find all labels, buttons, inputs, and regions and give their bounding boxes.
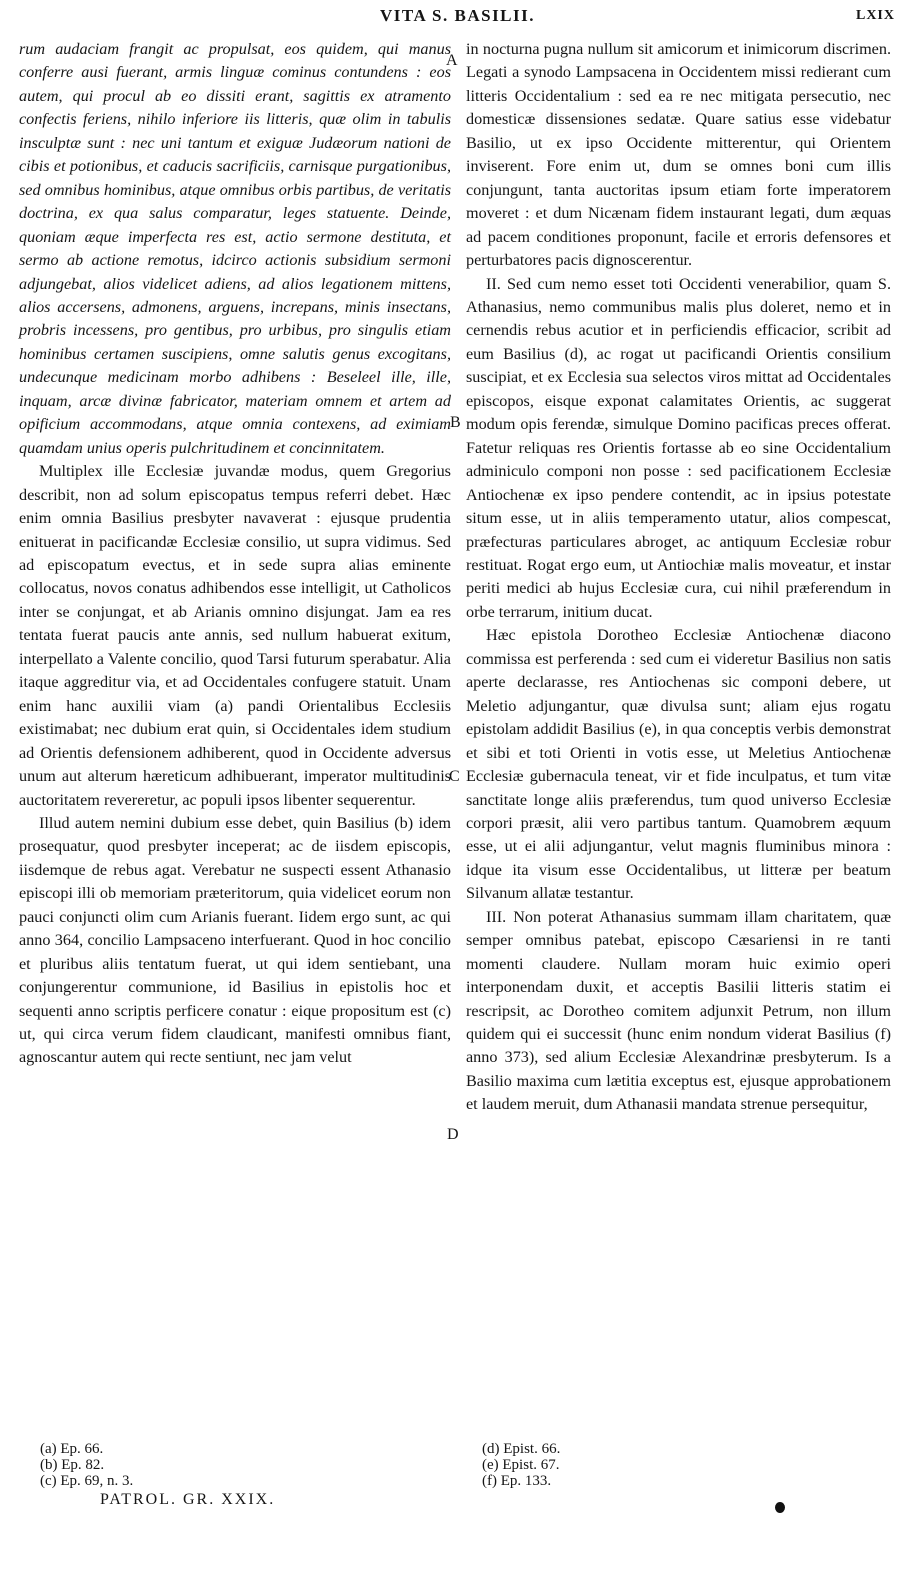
footnote-f: (f) Ep. 133. [482, 1473, 552, 1489]
page-number: LXIX [855, 8, 895, 23]
right-column [466, 38, 891, 1117]
right-paragraph-1: in nocturna pugna nullum sit amicorum et inimicorum discrimen. Legati a synodo Lampsacena in Occidentem missi redierant cum litteris Occidentalium : sed ea re nec mitigata persecutio, nec domesticæ dissensiones sedatæ. Quare satius esse videbatur Basilio, ut ex ipso Occidente mitterentur, qui Orientem inviserent. Fore enim ut, dum se omnes boni cum illis conjungunt, tanta auctoritas ipsum etiam forte imperatorem moveret : et dum Nicænam fidem instaurant legati, dum æquas ad pacem conditiones proponunt, facile et erroris defensores et perturbatores pacis dignoscerentur. [466, 40, 891, 270]
footnote-a: (a) Ep. 66. [40, 1441, 104, 1457]
margin-marker-d: D [447, 1126, 459, 1143]
signature-mark: PATROL. GR. XXIX. [100, 1491, 276, 1508]
margin-marker-b: B [450, 414, 461, 431]
footnote-c: (c) Ep. 69, n. 3. [40, 1473, 134, 1489]
running-title: VITA S. BASILII. [379, 6, 536, 25]
footnotes-left [40, 1441, 133, 1489]
page-header [20, 6, 895, 36]
ink-dot [775, 1502, 785, 1513]
left-paragraph-1: rum audaciam frangit ac propulsat, eos quidem, qui manus conferre ausi fuerant, armis linguæ cominus contundens : eos autem, qui procul ab eo dissiti erant, sagittis ex atramento confectis feriens, nihilo inferiore iis litteris, quæ olim in tabulis insculptæ sunt : nec uni tantum et exiguæ Judæorum nationi de cibis et potionibus, et caducis sacrificiis, carnisque purgationibus, sed omnibus hominibus, atque omnibus orbis partibus, de veritatis doctrina, ex qua salus comparatur, leges statuente. Deinde, quoniam æque imperfecta res est, actio sermone destituta, et sermo ab actione remotus, idcirco actionis subsidium sermoni adjungebat, alios videlicet adiens, ad alios legationem mittens, alios accersens, admonens, arguens, increpans, minis insectans, probris incessens, pro gentibus, pro urbibus, pro singulis etiam hominibus certamen suscipiens, omne salutis genus excogitans, undecunque medicinam morbo adhibens : Beseleel ille, ille, inquam, arcæ divinæ fabricator, materiam omnem et artem ad opificium accommodans, atque omnia contexens, ad eximiam quamdam unius operis pulchritudinem et concinnitatem. [19, 40, 451, 457]
left-column [19, 38, 451, 1070]
footnotes-right [482, 1441, 560, 1489]
right-paragraph-3: Hæc epistola Dorotheo Ecclesiæ Antiochenæ diacono commissa est perferenda : sed cum ei videretur Basilius non satis aperte declarasse, res Antiochenas sic componi debere, ut Meletio adjungantur, quæ divulsa sunt; aliam ejus rogatu epistolam addidit Basilius (e), in qua conceptis verbis demonstrat et sibi et toti Orienti in votis esse, ut Meletius Antiochenæ Ecclesiæ gubernacula teneat, vir et fide inculpatus, et tum vitæ sanctitate longe aliis præferendus, tum quod universo Ecclesiæ corpori præsit, alii vero partibus tantum. Quamobrem æquum esse, ut ei alii adjungantur, velut magnis fluminibus minora : idque ita visum esse Occidentalibus, ut litteræ per beatum Silvanum allatæ testantur. [466, 626, 891, 903]
footnote-b: (b) Ep. 82. [40, 1457, 105, 1473]
footnote-d: (d) Epist. 66. [482, 1441, 561, 1457]
left-paragraph-3: Illud autem nemini dubium esse debet, quin Basilius (b) idem prosequatur, quod presbyter inceperat; ac de iisdem episcopis, iisdemque de rebus agat. Verebatur ne suspecti essent Athanasio episcopi illi ob memoriam præteritorum, quia videlicet eorum non pauci conjuncti olim cum Arianis fuerant. Iidem ergo sunt, ac qui anno 364, concilio Lampsaceno interfuerant. Quod in hoc concilio et pluribus aliis tentatum fuerat, ut qui idem sentiebant, una conjungerentur communione, id Basilius in epistolis hoc et sequenti anno scriptis perficere conatur : eique propositum est (c) ut, qui circa verum fidem claudicant, manifesti omnibus fiant, agnoscantur autem qui recte sentiunt, nec jam velut [19, 813, 451, 1067]
right-paragraph-4: III. Non poterat Athanasius summam illam charitatem, quæ semper omnibus patebat, episcopo Cæsariensi in re tanti momenti claudere. Nullam moram huic eximio operi interponendam duxit, et acceptis Basilii litteris statim ei rescripsit, ac Dorotheo comitem adjunxit Petrum, non illum quidem qui ei successit (hunc enim nondum viderat Basilius (f) anno 373), sed alium Ecclesiæ Alexandrinæ presbyterum. Is a Basilio maxima cum lætitia exceptus est, ejusque approbationem et laudem meruit, dum Athanasii mandata strenue persequitur, [466, 907, 891, 1114]
footnote-e: (e) Epist. 67. [482, 1457, 560, 1473]
left-paragraph-2: Multiplex ille Ecclesiæ juvandæ modus, quem Gregorius describit, non ad solum episcopatus tempus referri debet. Hæc enim omnia Basilius presbyter navaverat : ejusque prudentia enituerat in pacificandæ Ecclesiæ consilio, ut supra vidimus. Sed ad episcopatum evectus, et in sede supra alias eminente collocatus, novos conatus adhibendos esse intelligit, ut Catholicos inter se conjungat, et ab Arianis omnino disjungat. Jam ea res tentata fuerat paucis ante annis, sed nullum habuerat exitum, interpellato a Valente concilio, quod Tarsi futurum sperabatur. Alia itaque aggreditur via, et ad Occidentales confugere statuit. Unam enim hanc auxilii viam (a) pandi Orientalibus Ecclesiis existimabat; nec dubium erat quin, si Occidentales idem studium ad Orientis defensionem adhiberent, quod in Occidente adversus unum aut alterum hæreticum adhibuerant, imperator multitudinis auctoritatem revereretur, ac populi ipsos libenter sequerentur. [19, 462, 451, 809]
margin-marker-a: A [446, 52, 458, 69]
margin-marker-c: C [449, 768, 460, 785]
right-paragraph-2: II. Sed cum nemo esset toti Occidenti venerabilior, quam S. Athanasius, nemo communibus malis plus doleret, nemo et in cernendis rebus acutior et in perficiendis efficacior, scribit ad eum Basilius (d), ac rogat ut pacificandi Orientis consilium suscipiat, et ex Ecclesia sua selectos viros mittat ad Occidentales episcopos, eisque exponat calamitates Orientis, ac suggerat modum opis ferendæ, simulque Domino pacificas preces offerat. Fatetur reliquas res Orientis fortasse ab eo sine Occidentalium adminiculo componi non posse : sed pacificationem Ecclesiæ Antiochenæ ex ipso pendere contendit, ac in ipsius potestate situm esse, ut in aliis temperamento utatur, alios compescat, præfecturas particulares abroget, ac antiquum Ecclesiæ robur restituat. Rogat ergo eum, ut Antiochiæ malis moveatur, et instar periti medici ab hujus Ecclesiæ cura, cui nihil præferendum in orbe terrarum, initium ducat. [466, 274, 891, 621]
